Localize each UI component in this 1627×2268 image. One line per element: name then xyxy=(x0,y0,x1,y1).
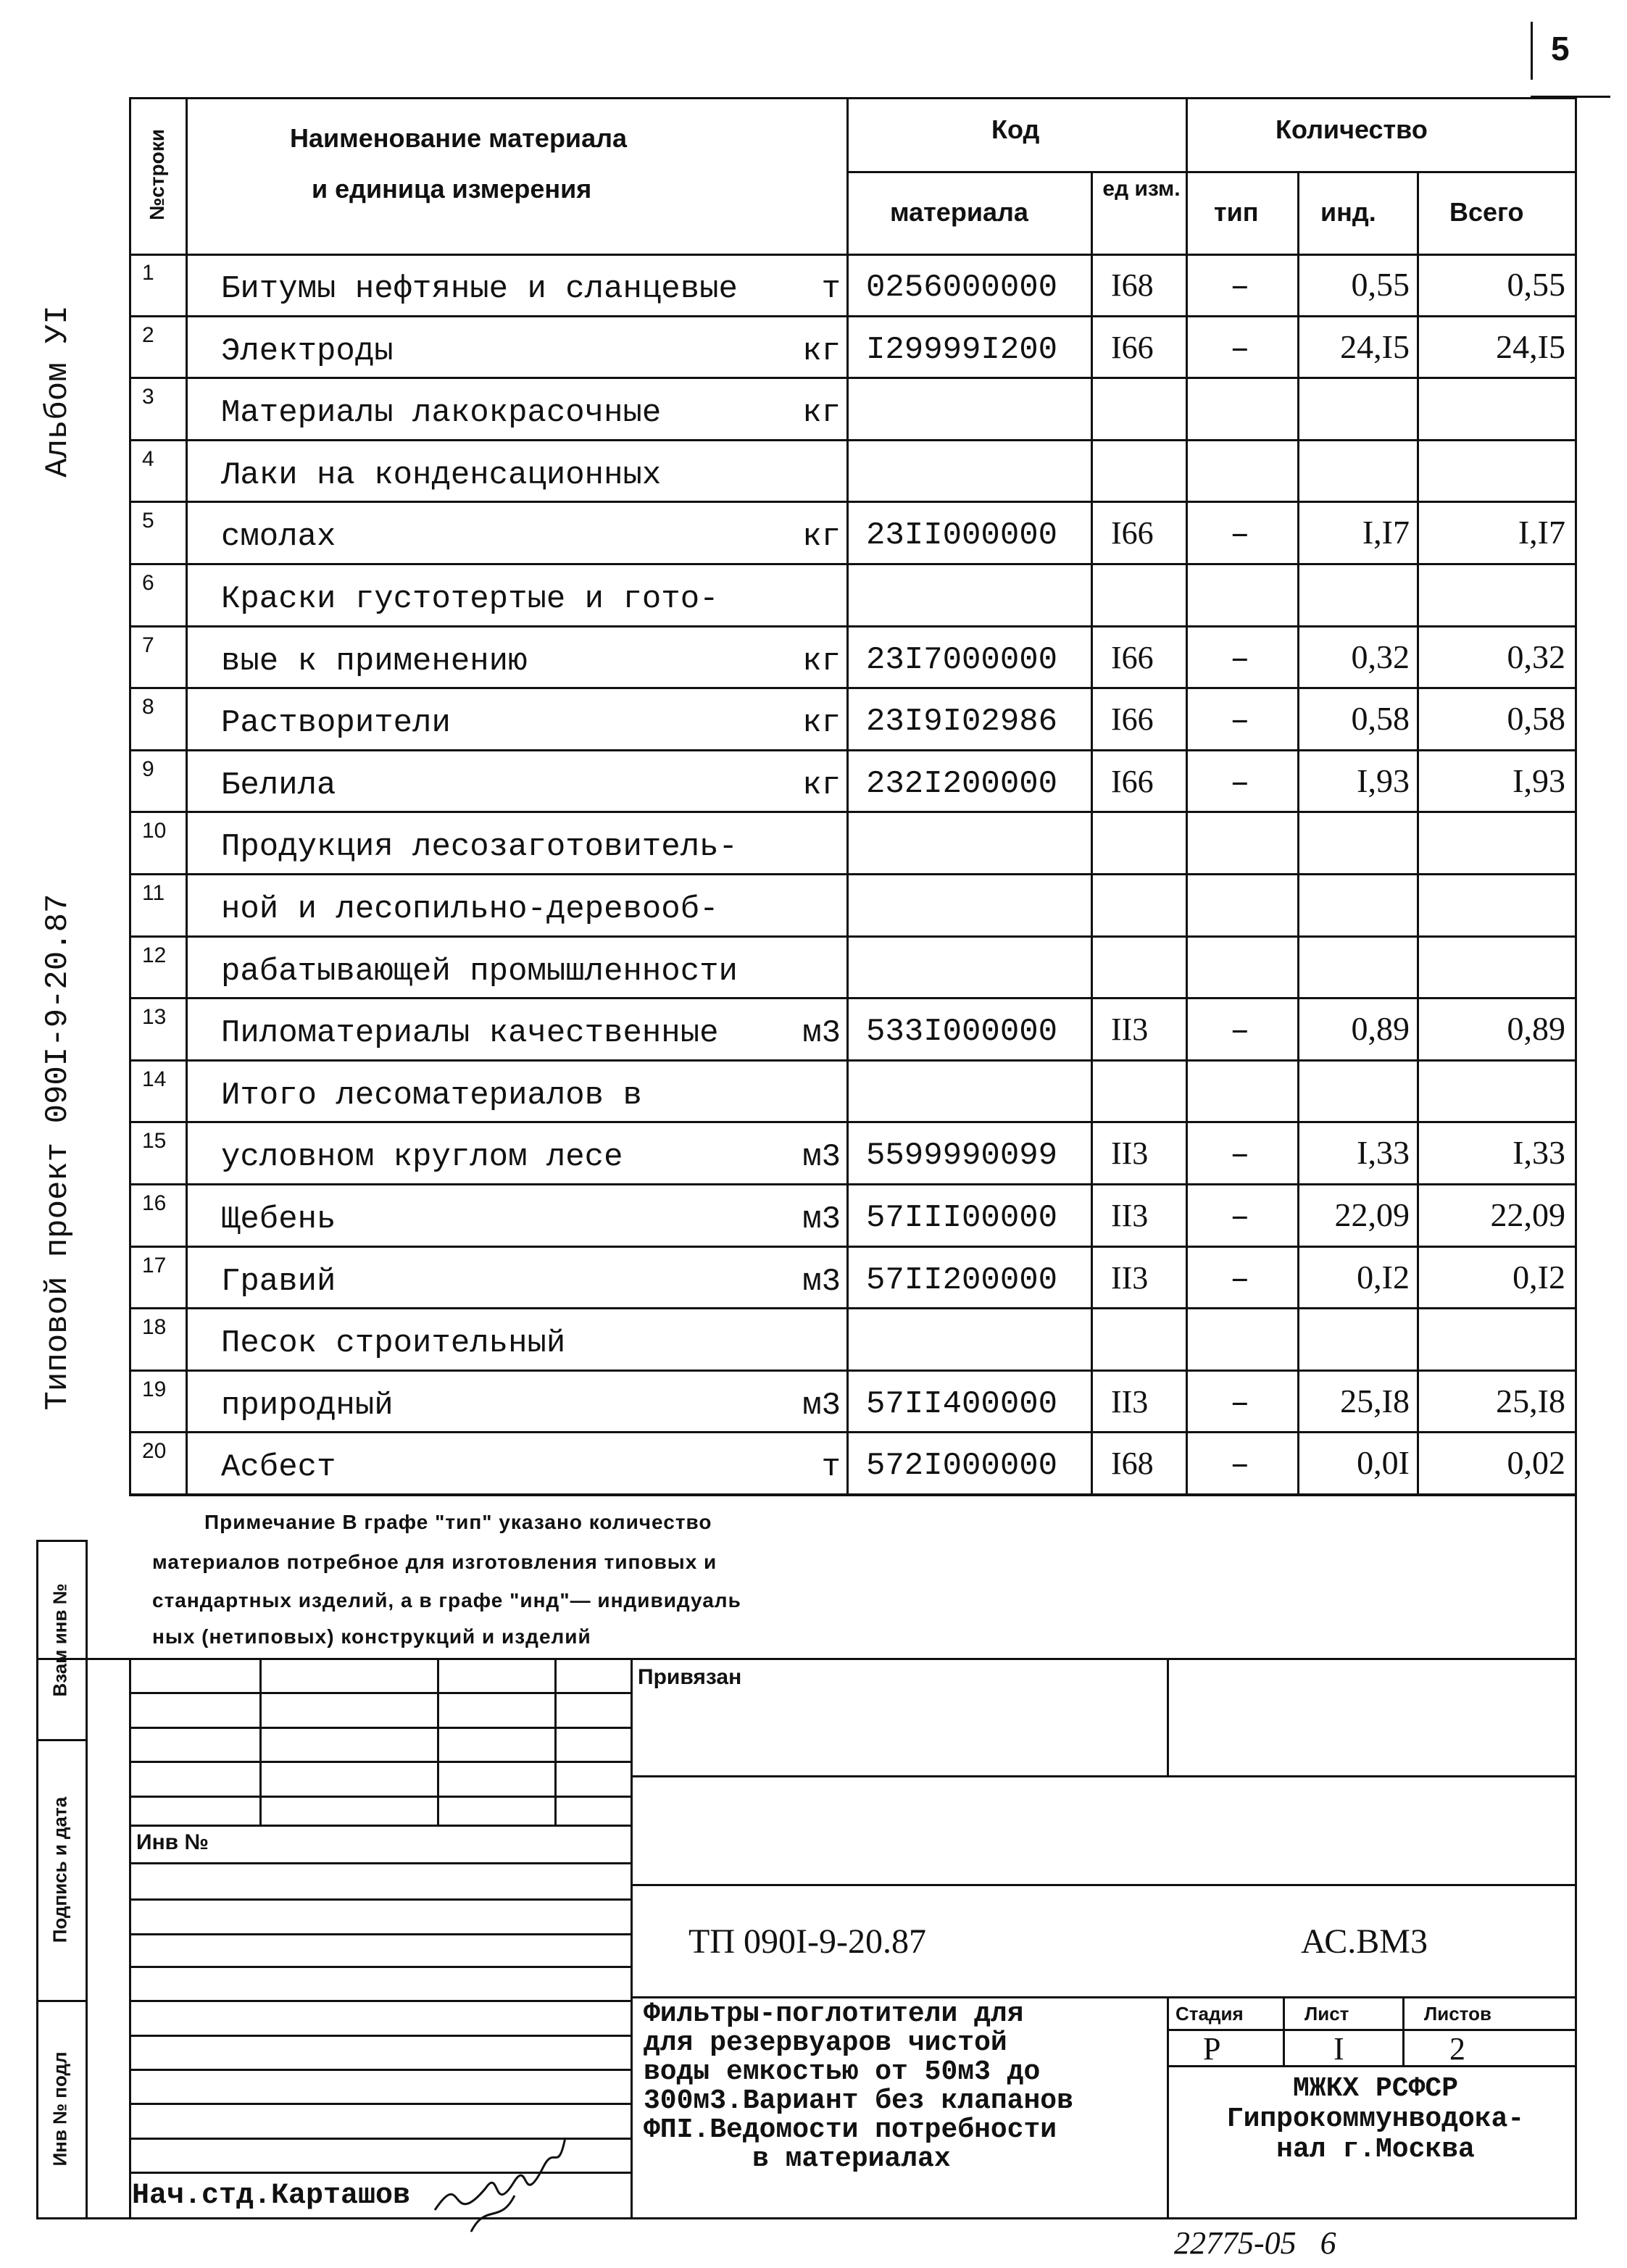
material-code: 232I200000 xyxy=(866,765,1058,802)
doc-title-line2: для резервуаров чистой xyxy=(644,2027,1007,2059)
row-divider xyxy=(129,1183,1577,1185)
header-code-material: материала xyxy=(890,197,1028,227)
material-name: Битумы нефтяные и сланцевые xyxy=(221,271,738,307)
qty-type: – xyxy=(1230,1384,1250,1422)
unit-code: I68 xyxy=(1111,267,1154,303)
doc-title-line3: воды емкостью от 50м3 до xyxy=(644,2056,1041,2088)
material-name: Материалы лакокрасочные xyxy=(221,395,662,432)
header-name-line1: Наименование материала xyxy=(290,123,627,153)
row-divider xyxy=(129,563,1577,565)
unit-code: II3 xyxy=(1111,1012,1149,1048)
material-name: рабатывающей промышленности xyxy=(221,953,738,990)
qty-total: I,I7 xyxy=(1518,514,1565,551)
material-code: 57II400000 xyxy=(866,1385,1058,1422)
material-name: Лаки на конденсационных xyxy=(221,456,662,493)
material-name: Пиломатериалы качественные xyxy=(221,1015,719,1052)
doc-code: ТП 090I-9-20.87 xyxy=(688,1922,926,1961)
qty-type: – xyxy=(1230,764,1250,802)
note-line1: Примечание В графе "тип" указано количество xyxy=(204,1511,712,1533)
material-code: 57III00000 xyxy=(866,1200,1058,1236)
material-code: I29999I200 xyxy=(866,331,1058,368)
row-number: 3 xyxy=(142,385,154,409)
note-line2: материалов потребное для изготовления типовых и xyxy=(152,1551,717,1573)
row-number: 6 xyxy=(142,571,154,595)
row-divider xyxy=(129,439,1577,441)
unit-code: II3 xyxy=(1111,1135,1149,1172)
row-number: 14 xyxy=(142,1067,167,1091)
sheet-value: I xyxy=(1333,2031,1344,2067)
row-number: 9 xyxy=(142,756,154,781)
qty-ind: 22,09 xyxy=(1334,1196,1410,1233)
qty-ind: I,93 xyxy=(1357,762,1410,799)
qty-total: I,93 xyxy=(1512,762,1565,799)
row-divider xyxy=(129,997,1577,999)
row-divider xyxy=(129,1059,1577,1062)
row-number: 16 xyxy=(142,1191,167,1215)
material-unit: кг xyxy=(802,333,841,370)
qty-total: 0,32 xyxy=(1507,638,1565,675)
sheet-label: Лист xyxy=(1304,2003,1349,2025)
material-name: Краски густотертые и гото- xyxy=(221,581,719,617)
material-name: Растворители xyxy=(221,705,451,742)
note-line3: стандартных изделий, а в графе "инд"— индивидуаль xyxy=(152,1589,741,1612)
material-unit: кг xyxy=(802,767,841,804)
qty-ind: 24,I5 xyxy=(1340,328,1410,365)
material-name: Белила xyxy=(221,767,336,804)
qty-total: 0,58 xyxy=(1507,700,1565,738)
unit-code: I68 xyxy=(1111,1446,1154,1482)
qty-ind: 0,58 xyxy=(1351,700,1410,738)
material-name: Песок строительный xyxy=(221,1325,566,1362)
row-number: 1 xyxy=(142,261,154,285)
material-unit: кг xyxy=(802,519,841,556)
material-name: Щебень xyxy=(221,1201,336,1238)
album-label: Альбом УI xyxy=(40,305,76,478)
vzam-inv-label: Взам инв № xyxy=(49,1583,71,1697)
material-unit: кг xyxy=(802,643,841,680)
material-name: Электроды xyxy=(221,333,394,370)
doc-mark: АС.ВМ3 xyxy=(1301,1922,1428,1961)
page-number-divider xyxy=(1531,22,1533,80)
material-code: 572I000000 xyxy=(866,1448,1058,1485)
unit-code: I66 xyxy=(1111,701,1154,738)
sheets-label: Листов xyxy=(1424,2003,1491,2025)
page-number: 5 xyxy=(1551,30,1570,67)
qty-type: – xyxy=(1230,1198,1250,1236)
material-unit: м3 xyxy=(802,1201,841,1238)
unit-code: I66 xyxy=(1111,639,1154,675)
row-number: 8 xyxy=(142,695,154,720)
doc-title-line6: в материалах xyxy=(752,2143,951,2175)
row-number: 18 xyxy=(142,1315,167,1340)
note-line4: ных (нетиповых) конструкций и изделий xyxy=(152,1625,591,1648)
qty-type: – xyxy=(1230,1260,1250,1298)
signature-scribble xyxy=(420,2123,580,2239)
stage-label: Стадия xyxy=(1175,2003,1244,2025)
header-code-unit: ед изм. xyxy=(1102,177,1181,201)
row-divider xyxy=(129,377,1577,379)
material-code: 23II000000 xyxy=(866,517,1058,554)
qty-type: – xyxy=(1230,702,1250,741)
row-number: 11 xyxy=(142,881,165,905)
material-code: 23I9I02986 xyxy=(866,704,1058,741)
material-unit: м3 xyxy=(802,1263,841,1300)
qty-total: 0,89 xyxy=(1507,1010,1565,1048)
qty-type: – xyxy=(1230,640,1250,678)
sheets-value: 2 xyxy=(1449,2031,1465,2067)
row-divider xyxy=(129,1121,1577,1123)
org-line2: Гипрокоммунводока- xyxy=(1226,2104,1525,2135)
unit-code: I66 xyxy=(1111,329,1154,365)
stage-value: Р xyxy=(1203,2031,1221,2067)
qty-total: I,33 xyxy=(1512,1134,1565,1172)
unit-code: I66 xyxy=(1111,515,1154,551)
organization xyxy=(1180,2074,1571,2165)
row-divider xyxy=(129,501,1577,503)
qty-total: 25,I8 xyxy=(1496,1382,1565,1419)
material-name: Гравий xyxy=(221,1263,336,1300)
unit-code: I66 xyxy=(1111,763,1154,799)
material-name: вые к применению xyxy=(221,643,528,680)
row-number: 4 xyxy=(142,446,154,471)
qty-ind: I,I7 xyxy=(1362,514,1410,551)
header-row-number: №строки xyxy=(146,129,168,220)
qty-type: – xyxy=(1230,1012,1250,1051)
material-name: условном круглом лесе xyxy=(221,1139,623,1176)
qty-type: – xyxy=(1230,268,1250,306)
qty-ind: 0,89 xyxy=(1351,1010,1410,1048)
unit-code: II3 xyxy=(1111,1198,1149,1233)
row-divider xyxy=(129,1307,1577,1309)
material-code: 533I000000 xyxy=(866,1014,1058,1051)
inv-no-label: Инв № xyxy=(136,1830,209,1854)
qty-type: – xyxy=(1230,1136,1250,1175)
podpis-data-label: Подпись и дата xyxy=(49,1796,71,1943)
header-code-group: Код xyxy=(991,114,1040,144)
row-number: 15 xyxy=(142,1129,167,1154)
row-divider xyxy=(129,1246,1577,1248)
footer-number: 22775-05 6 xyxy=(1174,2225,1336,2261)
material-code: 0256000000 xyxy=(866,270,1058,306)
signer-name: Нач.стд.Карташов xyxy=(132,2180,411,2212)
doc-title-line1: Фильтры-поглотители для xyxy=(644,1998,1024,2030)
org-line3: нал г.Москва xyxy=(1276,2134,1475,2165)
qty-ind: 0,55 xyxy=(1351,266,1410,303)
material-name: смолах xyxy=(221,519,336,556)
row-number: 17 xyxy=(142,1253,167,1277)
row-number: 20 xyxy=(142,1439,167,1464)
material-name: природный xyxy=(221,1387,394,1424)
doc-title-line4: 300м3.Вариант без клапанов xyxy=(644,2085,1073,2117)
qty-ind: 0,I2 xyxy=(1357,1258,1410,1296)
unit-code: II3 xyxy=(1111,1259,1149,1296)
header-qty-total: Всего xyxy=(1449,197,1524,227)
inv-podl-label: Инв № подл xyxy=(49,2051,71,2167)
qty-total: 24,I5 xyxy=(1496,328,1565,365)
qty-total: 0,I2 xyxy=(1512,1258,1565,1296)
material-code: 5599990099 xyxy=(866,1138,1058,1175)
material-name: Продукция лесозаготовитель- xyxy=(221,829,738,866)
qty-ind: 0,0I xyxy=(1357,1444,1410,1482)
material-unit: кг xyxy=(802,705,841,742)
material-code: 57II200000 xyxy=(866,1262,1058,1298)
material-code: 23I7000000 xyxy=(866,641,1058,678)
doc-title-line5: ФПI.Ведомости потребности xyxy=(644,2114,1057,2146)
material-unit: м3 xyxy=(802,1015,841,1052)
qty-type: – xyxy=(1230,330,1250,368)
header-qty-group: Количество xyxy=(1276,114,1428,144)
row-number: 7 xyxy=(142,633,154,657)
row-divider xyxy=(129,1431,1577,1433)
unit-code: II3 xyxy=(1111,1383,1149,1419)
header-qty-ind: инд. xyxy=(1320,197,1376,227)
header-name-line2: и единица измерения xyxy=(312,174,592,204)
material-name: Итого лесоматериалов в xyxy=(221,1077,642,1114)
qty-ind: 0,32 xyxy=(1351,638,1410,675)
row-divider xyxy=(129,687,1577,689)
row-divider xyxy=(129,749,1577,751)
material-unit: м3 xyxy=(802,1387,841,1424)
qty-type: – xyxy=(1230,516,1250,554)
qty-total: 0,02 xyxy=(1507,1444,1565,1482)
row-number: 19 xyxy=(142,1377,167,1401)
row-number: 12 xyxy=(142,943,167,967)
qty-total: 0,55 xyxy=(1507,266,1565,303)
material-unit: м3 xyxy=(802,1139,841,1176)
material-unit: т xyxy=(821,1449,841,1486)
material-name: ной и лесопильно-деревооб- xyxy=(221,891,719,927)
qty-ind: 25,I8 xyxy=(1340,1382,1410,1419)
row-number: 13 xyxy=(142,1005,167,1030)
qty-ind: I,33 xyxy=(1357,1134,1410,1172)
row-divider xyxy=(129,811,1577,813)
row-number: 5 xyxy=(142,509,154,533)
row-divider xyxy=(129,315,1577,317)
privyazan-label: Привязан xyxy=(638,1665,742,1689)
header-qty-type: тип xyxy=(1214,197,1259,227)
material-name: Асбест xyxy=(221,1449,336,1486)
org-line1: МЖКХ РСФСР xyxy=(1292,2073,1459,2104)
row-number: 10 xyxy=(142,819,167,843)
doc-title xyxy=(644,2000,1073,2174)
material-unit: кг xyxy=(802,395,841,432)
row-divider xyxy=(129,873,1577,875)
row-divider xyxy=(129,1369,1577,1372)
material-unit: т xyxy=(821,271,841,307)
row-divider xyxy=(129,625,1577,628)
row-divider xyxy=(129,1493,1577,1496)
project-label: Типовой проект 090I-9-20.87 xyxy=(40,893,76,1411)
row-number: 2 xyxy=(142,322,154,347)
qty-total: 22,09 xyxy=(1490,1196,1565,1233)
qty-type: – xyxy=(1230,1446,1250,1485)
row-divider xyxy=(129,935,1577,938)
